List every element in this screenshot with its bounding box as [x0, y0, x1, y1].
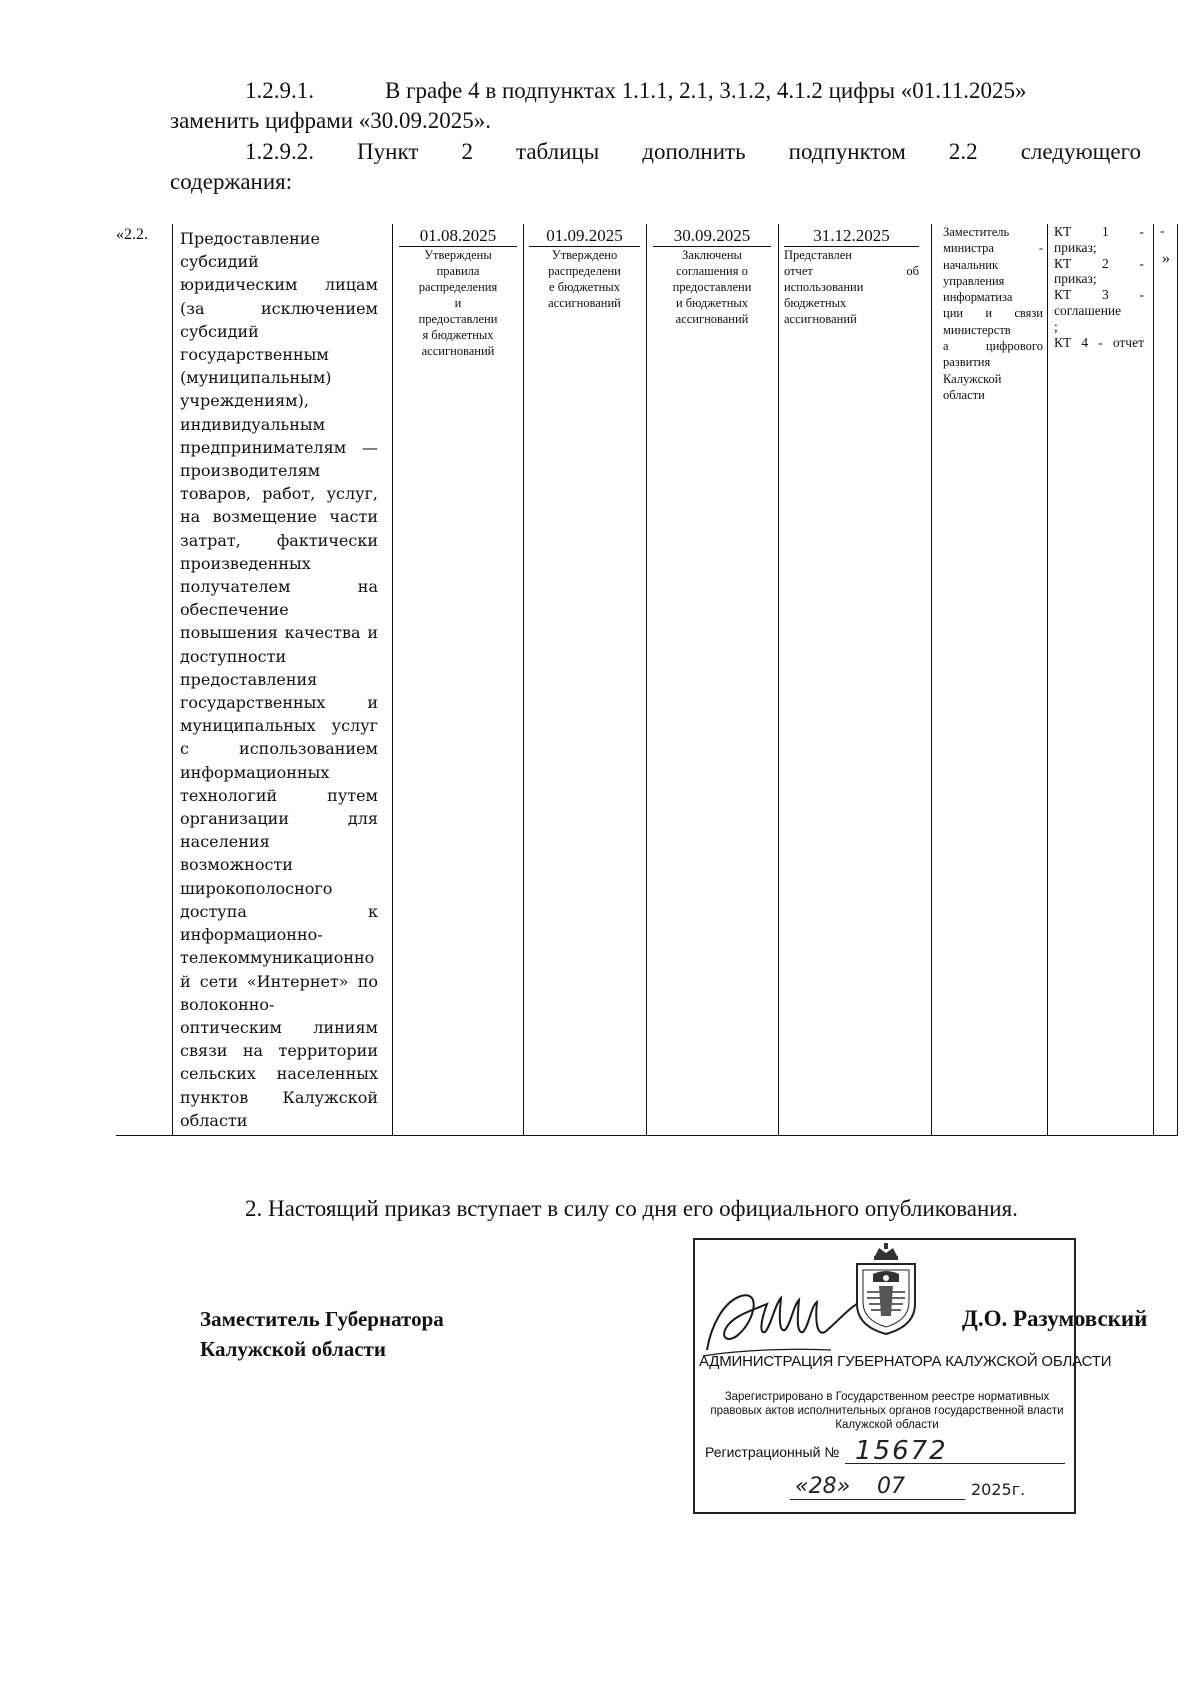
cell-text-line: сельских населенных — [180, 1064, 378, 1084]
stamp-registration-day: «28» — [795, 1474, 851, 1499]
checkpoint-date: 30.09.2025 — [653, 226, 771, 247]
cell-text-line: предоставлени — [418, 312, 498, 326]
cell-text-line: ассигнований — [421, 344, 495, 358]
column-divider — [931, 224, 932, 1136]
signatory-name: Д.О. Разумовский — [962, 1306, 1148, 1331]
cell-text-line: предоставлени — [672, 280, 752, 294]
cell-text-line: области — [180, 1110, 248, 1130]
cell-text-line: информатиза — [943, 290, 1013, 305]
checkpoint-date: 01.08.2025 — [399, 226, 517, 247]
cell-text-line: отчет об — [784, 264, 919, 278]
cell-text-line: с использованием — [180, 739, 378, 759]
responsible-cell — [943, 224, 1043, 403]
stamp-registration-label: Регистрационный № — [705, 1444, 840, 1460]
stamp-text-line: Зарегистрировано в Государственном реестре нормативных — [724, 1391, 1050, 1403]
cell-text-line: Утверждено — [551, 248, 618, 262]
checkpoint-4 — [784, 226, 919, 327]
cell-text-line: информационных — [180, 762, 330, 782]
cell-text-line: учреждениям), — [180, 391, 309, 411]
paragraph-number: 1.2.9.1. — [245, 78, 314, 103]
registration-stamp — [693, 1238, 1112, 1514]
cell-text-line: ассигнований — [784, 312, 857, 326]
cell-text-line: ции и связи — [943, 306, 1043, 321]
cell-text-line: развития — [943, 355, 991, 370]
cell-text-line: (муниципальным) — [180, 368, 332, 388]
cell-text-line: произведенных — [180, 553, 311, 573]
cell-text-line: соглашение — [1054, 302, 1122, 318]
cell-text-line: соглашения о — [676, 264, 748, 278]
cell-text-line: й сети «Интернет» по — [180, 971, 378, 991]
dash-cell: - — [1160, 224, 1165, 239]
checkpoint-description — [653, 247, 771, 327]
cell-text-line: оптическим линиям — [180, 1017, 378, 1037]
cell-text-line: повышения качества и — [180, 623, 378, 643]
cell-text-line: ; — [1054, 318, 1058, 334]
checkpoint-codes-cell — [1054, 224, 1144, 350]
row-number: «2.2. — [116, 226, 148, 243]
paragraph-word: Пункт — [357, 139, 419, 164]
cell-text-line: муниципальных услуг — [180, 716, 378, 736]
column-divider — [1047, 224, 1048, 1136]
stamp-registration-number: 15672 — [855, 1436, 948, 1466]
signatory-position-line: Калужской области — [200, 1337, 386, 1361]
cell-text-line: КТ 1 - — [1054, 224, 1144, 239]
paragraph-word: таблицы — [515, 139, 600, 164]
cell-text-line: распределения — [418, 280, 498, 294]
cell-text-line: КТ 2 - — [1054, 255, 1144, 271]
paragraph-text: В графе 4 в подпунктах 1.1.1, 2.1, 3.1.2, 4.1.2 цифры «01.11.2025» — [385, 78, 1027, 103]
cell-text-line: и бюджетных — [675, 296, 749, 310]
column-divider — [392, 224, 393, 1136]
paragraph-1-2-9-2 — [245, 137, 1141, 166]
cell-text-line: приказ; — [1054, 239, 1097, 255]
cell-text-line: предпринимателям — — [180, 437, 378, 457]
cell-text-line: индивидуальным — [180, 414, 326, 434]
column-divider — [172, 224, 173, 1136]
table-row-2-2 — [116, 224, 1178, 1136]
cell-text-line: пунктов Калужской — [180, 1087, 378, 1107]
stamp-registration-year: 2025г. — [971, 1480, 1026, 1499]
cell-text-line: правила — [436, 264, 480, 278]
cell-text-line: информационно- — [180, 925, 323, 945]
checkpoint-description — [399, 247, 517, 359]
cell-text-line: начальник — [943, 257, 999, 272]
cell-text-line: широкополосного — [180, 878, 333, 898]
cell-text-line: КТ 4 - отчет — [1054, 334, 1144, 350]
paragraph-word: дополнить — [642, 139, 746, 164]
cell-text-line: телекоммуникационно — [180, 948, 375, 968]
event-name-cell — [180, 227, 378, 1132]
cell-text-line: волоконно- — [180, 994, 275, 1014]
cell-text-line: распределени — [548, 264, 621, 278]
cell-text-line: ассигнований — [675, 312, 749, 326]
cell-text-line: затрат, фактически — [180, 530, 378, 550]
column-divider — [778, 224, 779, 1136]
cell-text-line: предоставления — [180, 669, 318, 689]
cell-text-line: населения — [180, 832, 270, 852]
cell-text-line: а цифрового — [943, 339, 1043, 354]
cell-text-line: е бюджетных — [549, 280, 620, 294]
cell-text-line: управления — [943, 273, 1005, 288]
cell-text-line: министра - — [943, 241, 1043, 256]
cell-text-line: бюджетных — [784, 296, 847, 310]
final-paragraph: 2. Настоящий приказ вступает в силу со дня его официального опубликования. — [245, 1196, 1018, 1221]
cell-text-line: получателем на — [180, 577, 378, 597]
cell-text-line: приказ; — [1054, 271, 1097, 287]
cell-text-line: товаров, работ, услуг, — [180, 484, 378, 504]
cell-text-line: государственным — [180, 345, 329, 365]
stamp-underline — [790, 1499, 965, 1500]
cell-text-line: обеспечение — [180, 600, 289, 620]
cell-text-line: Предоставление — [180, 229, 320, 248]
cell-text-line: (за исключением — [180, 298, 378, 318]
cell-text-line: Заместитель — [943, 225, 1010, 239]
cell-text-line: использовании — [784, 280, 864, 294]
closing-quote: » — [1162, 250, 1170, 267]
cell-text-line: на возмещение части — [180, 507, 378, 527]
cell-text-line: организации для — [180, 809, 378, 829]
cell-text-line: доступности — [180, 646, 287, 666]
stamp-title: АДМИНИСТРАЦИЯ ГУБЕРНАТОРА КАЛУЖСКОЙ ОБЛАСТИ — [699, 1353, 1112, 1370]
cell-text-line: Представлен — [784, 248, 852, 262]
cell-text-line: я бюджетных — [422, 328, 494, 342]
stamp-text-line: Калужской области — [835, 1419, 939, 1431]
cell-text-line: министерств — [943, 322, 1011, 337]
cell-text-line: субсидий — [180, 252, 259, 272]
paragraph-word: 2.2 — [948, 139, 978, 164]
cell-text-line: юридическим лицам — [180, 275, 378, 295]
checkpoint-description — [784, 247, 919, 327]
column-divider — [646, 224, 647, 1136]
cell-text-line: связи на территории — [180, 1041, 378, 1061]
stamp-text — [703, 1390, 1071, 1432]
cell-text-line: субсидий — [180, 321, 259, 341]
cell-text-line: Калужской — [943, 371, 1002, 386]
cell-text-line: области — [943, 387, 985, 402]
cell-text-line: и — [454, 296, 462, 310]
cell-text-line: технологий путем — [180, 785, 378, 805]
column-divider — [1153, 224, 1154, 1136]
checkpoint-date: 01.09.2025 — [529, 226, 640, 247]
signatory-position — [200, 1304, 444, 1364]
cell-text-line: Утверждены — [424, 248, 492, 262]
stamp-text-line: правовых актов исполнительных органов государственной власти — [710, 1405, 1064, 1417]
signatory-position-line: Заместитель Губернатора — [200, 1307, 444, 1331]
checkpoint-3 — [653, 226, 771, 327]
paragraph-word: 2 — [461, 139, 473, 164]
checkpoint-2 — [529, 226, 640, 311]
stamp-registration-month: 07 — [877, 1474, 905, 1499]
paragraph-continuation: заменить цифрами «30.09.2025». — [170, 108, 492, 133]
paragraph-1-2-9-1 — [245, 76, 1145, 105]
handwritten-signature-icon — [701, 1280, 866, 1362]
paragraph-continuation: содержания: — [170, 169, 293, 194]
cell-text-line: ассигнований — [548, 296, 621, 310]
checkpoint-date: 31.12.2025 — [784, 226, 919, 247]
checkpoint-description — [529, 247, 640, 311]
cell-text-line: государственных и — [180, 693, 378, 713]
paragraph-number: 1.2.9.2. — [245, 139, 314, 164]
column-divider — [523, 224, 524, 1136]
cell-text-line: доступа к — [180, 901, 378, 921]
paragraph-word: подпунктом — [788, 139, 906, 164]
cell-text-line: возможности — [180, 855, 293, 875]
cell-text-line: Заключены — [682, 248, 742, 262]
paragraph-word: следующего — [1020, 139, 1141, 164]
checkpoint-1 — [399, 226, 517, 359]
cell-text-line: производителям — [180, 461, 321, 481]
cell-text-line: КТ 3 - — [1054, 287, 1144, 303]
